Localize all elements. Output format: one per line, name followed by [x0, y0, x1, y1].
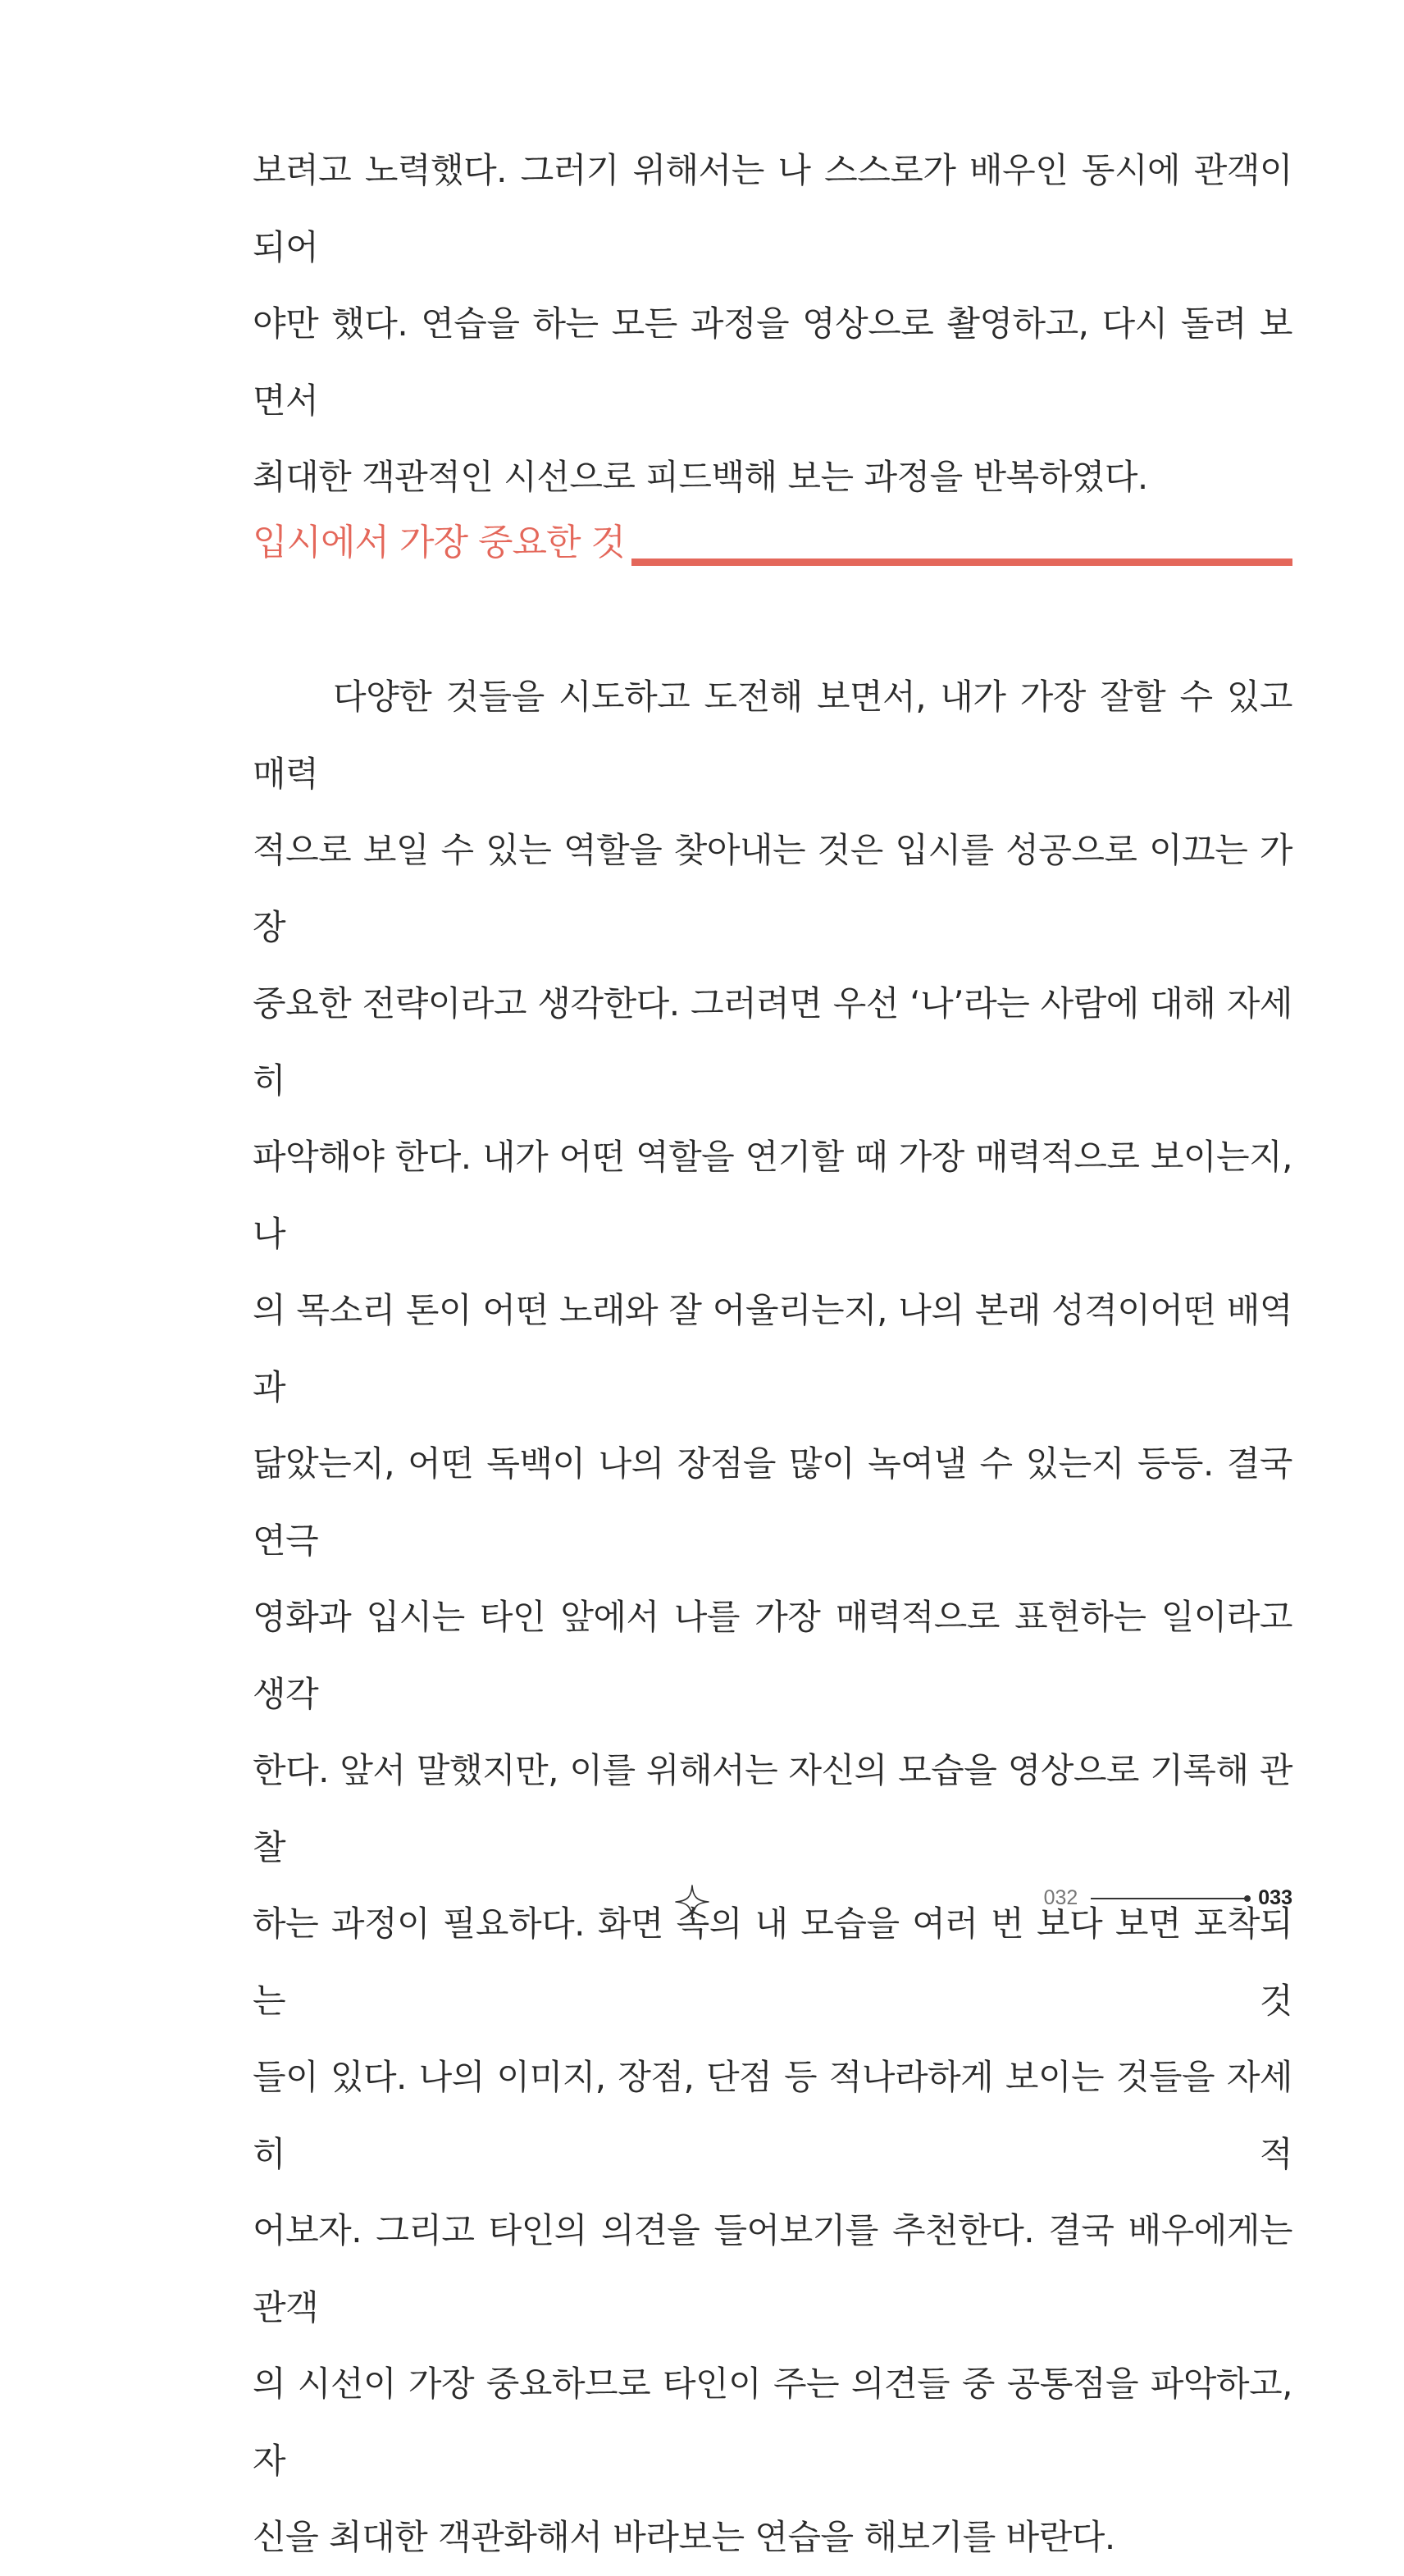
body-line: 의 목소리 톤이 어떤 노래와 잘 어울리는지, 나의 본래 성격이어떤 배역과 — [253, 1290, 1292, 1407]
body-line: 하는 과정이 필요하다. 화면 속의 내 모습을 여러 번 보다 보면 포착되는 것 — [253, 1904, 1292, 2021]
body-line: 들이 있다. 나의 이미지, 장점, 단점 등 적나라하게 보이는 것들을 자세히 적 — [253, 2057, 1292, 2174]
body-line-text: 다양한 것들을 시도하고 도전해 보면서, 내가 가장 잘할 수 있고 매력 — [253, 677, 1292, 794]
body-line: 닮았는지, 어떤 독백이 나의 장점을 많이 녹여낼 수 있는지 등등. 결국 연극 — [253, 1443, 1292, 1561]
body-paragraph — [253, 659, 1292, 2576]
heading-rule — [631, 559, 1292, 566]
section-heading: 입시에서 가장 중요한 것 — [253, 522, 625, 563]
intro-line: 야만 했다. 연습을 하는 모든 과정을 영상으로 촬영하고, 다시 돌려 보면서 — [253, 303, 1292, 421]
body-line: 적으로 보일 수 있는 역할을 찾아내는 것은 입시를 성공으로 이끄는 가장 — [253, 830, 1292, 947]
body-line: 영화과 입시는 타인 앞에서 나를 가장 매력적으로 표현하는 일이라고 생각 — [253, 1597, 1292, 1714]
intro-paragraph — [253, 132, 1292, 516]
page-number-right: 033 — [1258, 1886, 1292, 1909]
body-line: 한다. 앞서 말했지만, 이를 위해서는 자신의 모습을 영상으로 기록해 관찰 — [253, 1750, 1292, 1867]
page-numbers — [1044, 1886, 1292, 1910]
page-number-connector — [1091, 1898, 1248, 1899]
body-line: 의 시선이 가장 중요하므로 타인이 주는 의견들 중 공통점을 파악하고, 자 — [253, 2364, 1292, 2481]
intro-line: 최대한 객관적인 시선으로 피드백해 보는 과정을 반복하였다. — [253, 457, 1148, 497]
body-line: 파악해야 한다. 내가 어떤 역할을 연기할 때 가장 매력적으로 보이는지, 나 — [253, 1137, 1292, 1254]
body-line: 중요한 전략이라고 생각한다. 그러려면 우선 ‘나’라는 사람에 대해 자세히 — [253, 983, 1292, 1101]
body-line: 신을 최대한 객관화해서 바라보는 연습을 해보기를 바란다. — [253, 2517, 1115, 2557]
section-heading-row — [253, 518, 1292, 568]
intro-line: 보려고 노력했다. 그러기 위해서는 나 스스로가 배우인 동시에 관객이 되어 — [253, 150, 1292, 267]
body-line-first — [253, 659, 1292, 812]
body-line: 어보자. 그리고 타인의 의견을 들어보기를 추천한다. 결국 배우에게는 관객 — [253, 2210, 1292, 2328]
four-point-star-icon — [674, 1884, 710, 1920]
page-number-left: 032 — [1043, 1886, 1078, 1909]
